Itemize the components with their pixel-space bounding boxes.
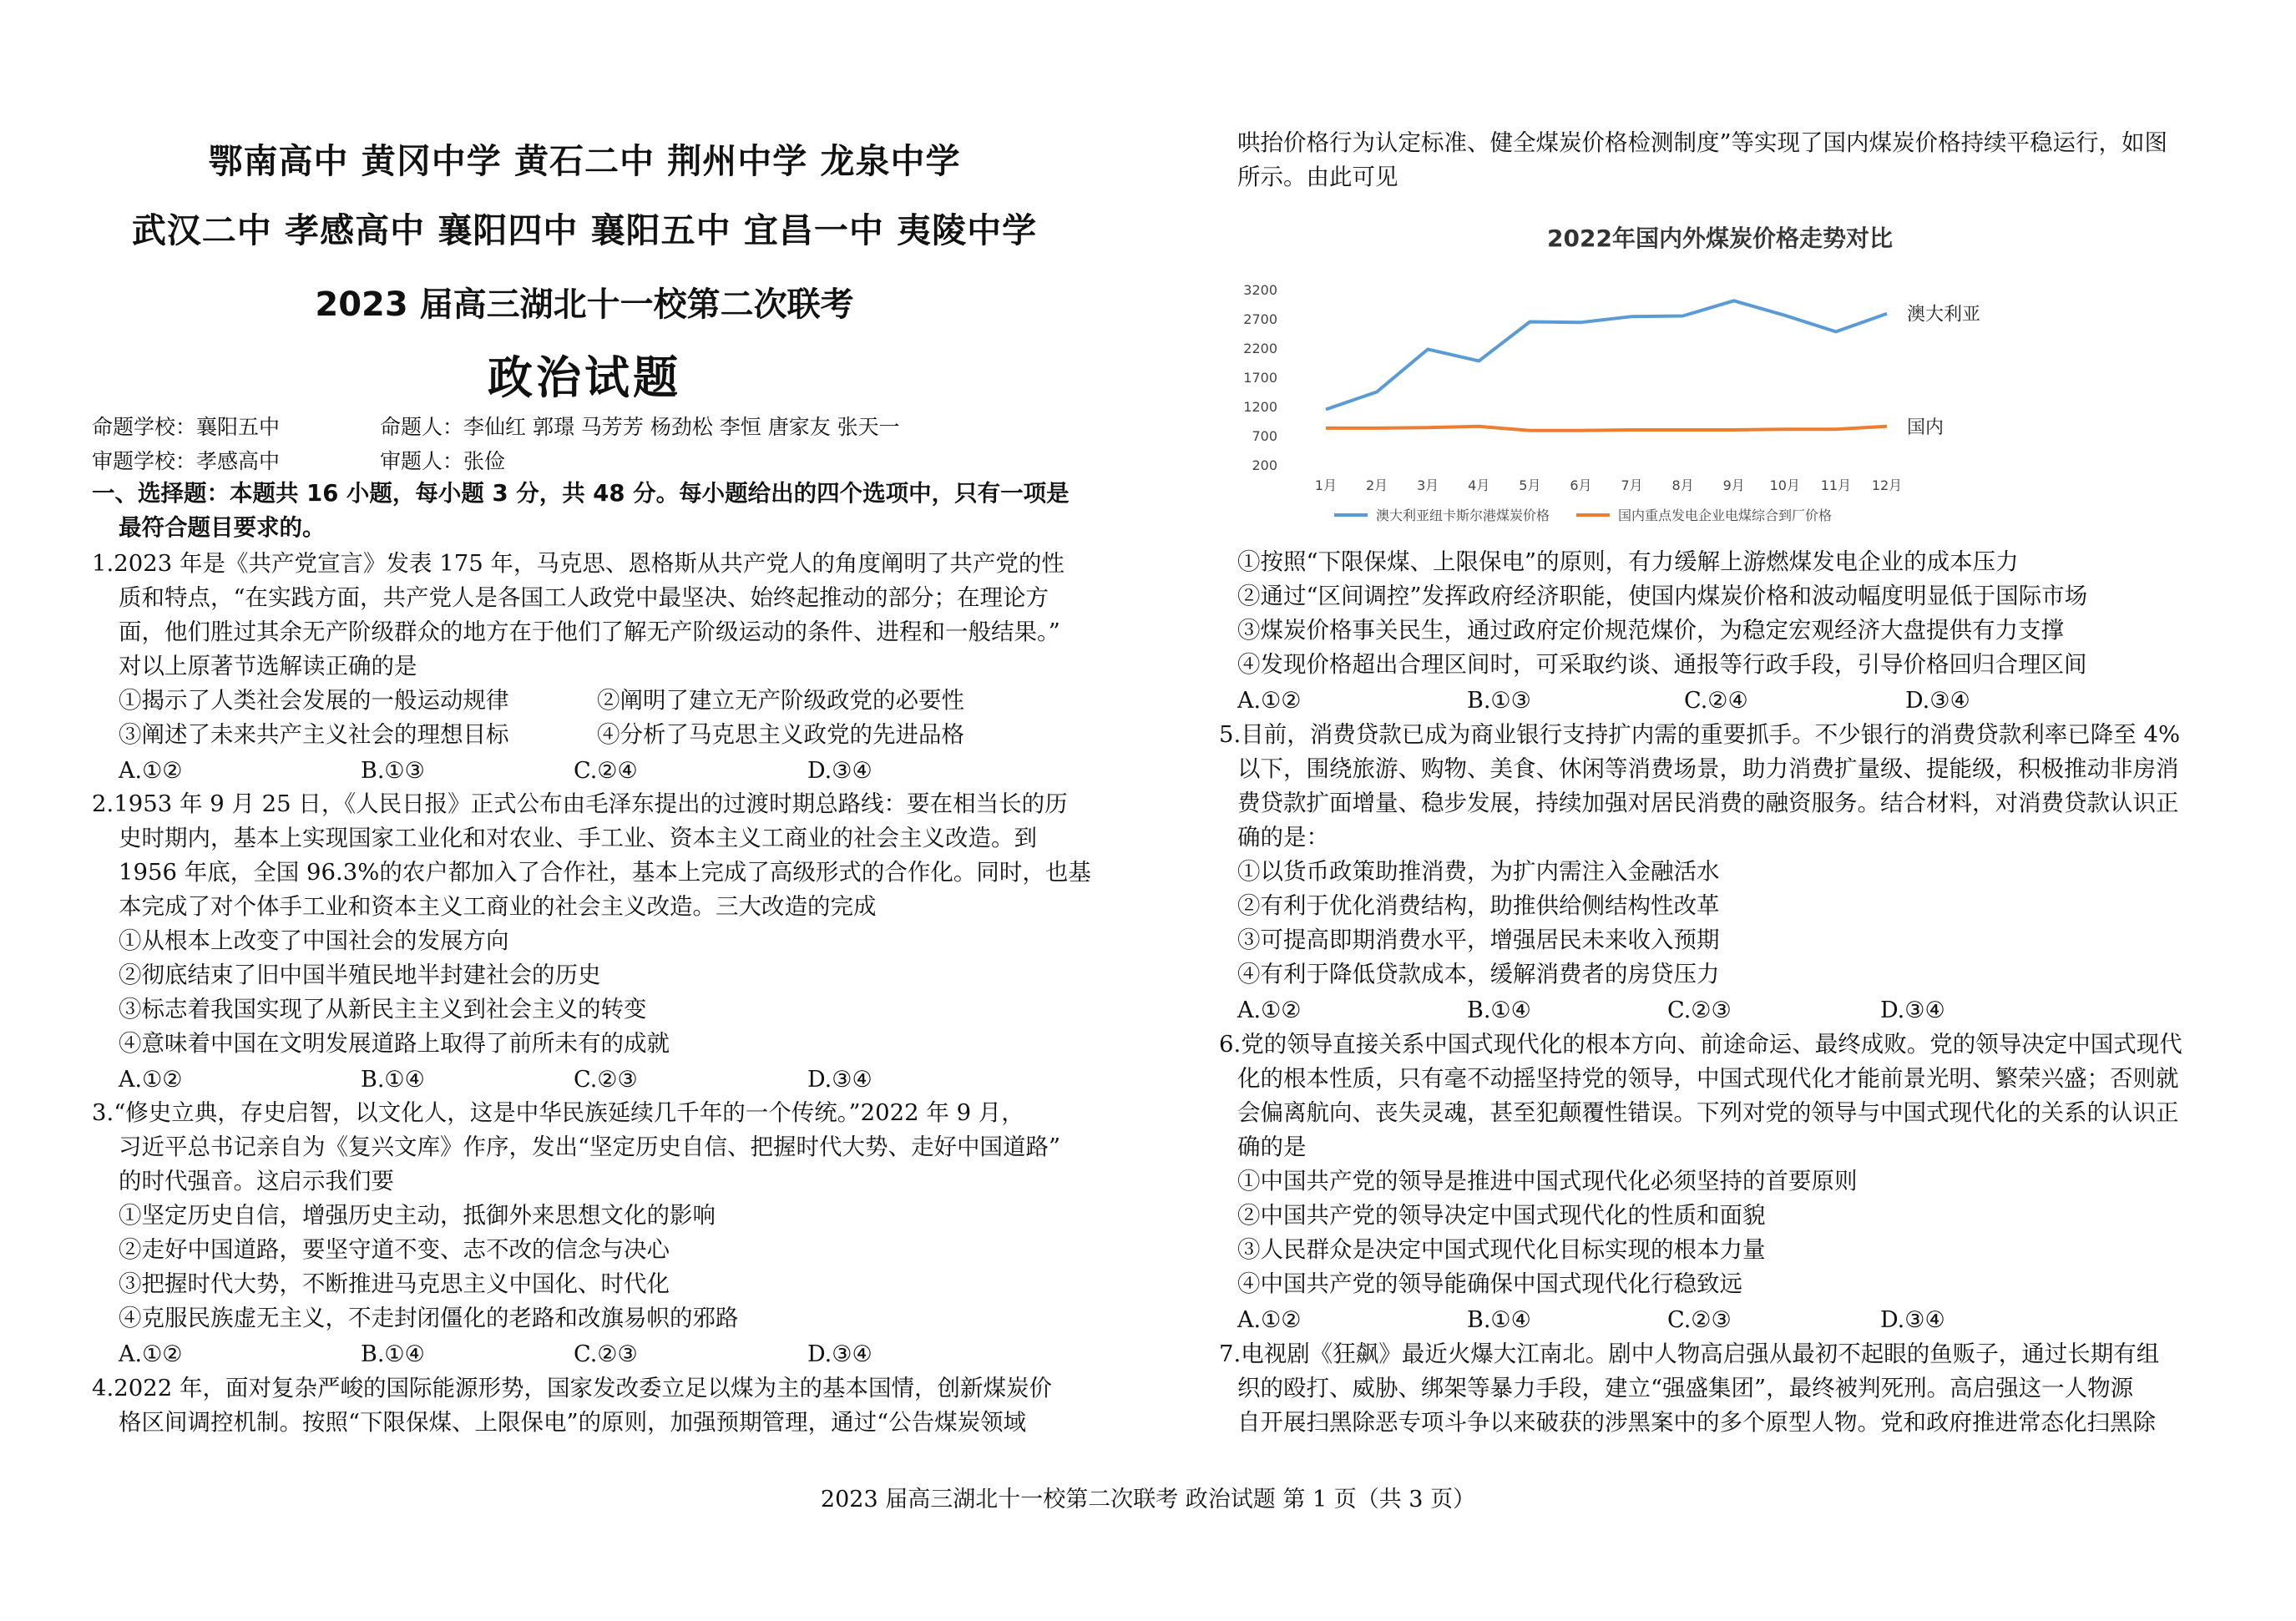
question-text: 史时期内，基本上实现国家工业化和对农业、手工业、资本主义工商业的社会主义改造。到 xyxy=(119,825,1037,851)
y-tick-label: 2700 xyxy=(1243,311,1277,327)
choice-item: ①揭示了人类社会发展的一般运动规律 xyxy=(119,687,509,714)
question-text: 2.1953 年 9 月 25 日，《人民日报》正式公布由毛泽东提出的过渡时期总路线：要在相当长的历 xyxy=(92,790,1068,817)
option-b[interactable]: B.①③ xyxy=(1467,688,1531,714)
option-a[interactable]: A.①② xyxy=(119,1067,183,1093)
option-d[interactable]: D.③④ xyxy=(807,758,872,784)
option-b[interactable]: B.①④ xyxy=(361,1341,425,1367)
option-c[interactable]: C.②③ xyxy=(1667,997,1732,1023)
question-text: 1956 年底，全国 96.3%的农户都加入了合作社，基本上完成了高级形式的合作化。同时，也基 xyxy=(119,859,1091,886)
series-line-1 xyxy=(1326,300,1887,409)
y-tick-label: 200 xyxy=(1252,457,1277,473)
series-end-label: 国内 xyxy=(1907,417,1945,438)
question-text: 面，他们胜过其余无产阶级群众的地方在于他们了解无产阶级运动的条件、进程和一般结果。” xyxy=(119,619,1060,645)
option-a[interactable]: A.①② xyxy=(1237,997,1302,1023)
chart-title: 2022年国内外煤炭价格走势对比 xyxy=(1547,225,1893,252)
question-text: 自开展扫黑除恶专项斗争以来破获的涉黑案中的多个原型人物。党和政府推进常态化扫黑除 xyxy=(1237,1409,2156,1436)
x-tick-label: 1月 xyxy=(1314,477,1338,493)
page-footer: 2023 届高三湖北十一校第二次联考 政治试题 第 1 页（共 3 页） xyxy=(820,1487,1476,1512)
reviewer-school: 审题学校：孝感高中 xyxy=(92,449,281,473)
section-heading: 一、选择题：本题共 16 小题，每小题 3 分，共 48 分。每小题给出的四个选项中，只有一项是 xyxy=(92,480,1070,507)
school-list-line1: 鄂南高中 黄冈中学 黄石二中 荆州中学 龙泉中学 xyxy=(208,141,961,181)
question-text: 习近平总书记亲自为《复兴文库》作序，发出“坚定历史自信、把握时代大势、走好中国道路” xyxy=(119,1134,1061,1160)
question-text: 会偏离航向、丧失灵魂，甚至犯颠覆性错误。下列对党的领导与中国式现代化的关系的认识正 xyxy=(1237,1099,2179,1126)
question-text: 以下，围绕旅游、购物、美食、休闲等消费场景，助力消费扩量级、提能级，积极推动非房消 xyxy=(1237,755,2179,782)
choice-item: ④克服民族虚无主义，不走封闭僵化的老路和改旗易帜的邪路 xyxy=(119,1305,739,1331)
question-text: 3.“修史立典，存史启智，以文化人，这是中华民族延续几千年的一个传统。”2022 年 9 月， xyxy=(92,1099,1024,1126)
choice-item: ①中国共产党的领导是推进中国式现代化必须坚持的首要原则 xyxy=(1237,1168,1858,1194)
y-tick-label: 1200 xyxy=(1243,399,1277,415)
school-list-line2: 武汉二中 孝感高中 襄阳四中 襄阳五中 宜昌一中 夷陵中学 xyxy=(131,210,1038,250)
x-tick-label: 12月 xyxy=(1871,477,1903,493)
reviewer: 审题人：张俭 xyxy=(380,449,506,473)
question-text: 7.电视剧《狂飙》最近火爆大江南北。剧中人物高启强从最初不起眼的鱼贩子，通过长期有组 xyxy=(1219,1341,2160,1367)
chart-series xyxy=(1326,300,1980,438)
y-tick-label: 700 xyxy=(1252,428,1277,444)
choice-item: ②走好中国道路，要坚守道不变、志不改的信念与决心 xyxy=(119,1236,670,1263)
choice-item: ④中国共产党的领导能确保中国式现代化行稳致远 xyxy=(1237,1270,1742,1297)
x-tick-label: 11月 xyxy=(1820,477,1852,493)
coal-price-chart xyxy=(1227,213,2221,534)
x-tick-label: 6月 xyxy=(1570,477,1592,493)
x-tick-label: 4月 xyxy=(1468,477,1490,493)
question-text: 格区间调控机制。按照“下限保煤、上限保电”的原则，加强预期管理，通过“公告煤炭领域 xyxy=(119,1409,1027,1436)
chart-legend xyxy=(1334,508,1832,523)
option-c[interactable]: C.②③ xyxy=(574,1067,638,1093)
question-text: 4.2022 年，面对复杂严峻的国际能源形势，国家发改委立足以煤为主的基本国情，创新煤炭价 xyxy=(92,1375,1052,1401)
y-tick-label: 1700 xyxy=(1243,370,1277,386)
choice-item: ③人民群众是决定中国式现代化目标实现的根本力量 xyxy=(1237,1236,1766,1263)
setter-school: 命题学校：襄阳五中 xyxy=(92,415,281,439)
option-a[interactable]: A.①② xyxy=(1237,1307,1302,1333)
question-text: 质和特点，“在实践方面，共产党人是各国工人政党中最坚决、始终起推动的部分；在理论方 xyxy=(119,584,1049,611)
choice-item: ③把握时代大势，不断推进马克思主义中国化、时代化 xyxy=(119,1270,670,1297)
choice-item: ①从根本上改变了中国社会的发展方向 xyxy=(119,927,509,954)
question-text: 确的是： xyxy=(1237,824,1329,851)
question-text: 费贷款扩面增量、稳步发展，持续加强对居民消费的融资服务。结合材料，对消费贷款认识正 xyxy=(1237,790,2179,816)
option-c[interactable]: C.②④ xyxy=(574,758,638,784)
question-text: 本完成了对个体手工业和资本主义工商业的社会主义改造。三大改造的完成 xyxy=(119,893,877,920)
choice-item: ④有利于降低贷款成本，缓解消费者的房贷压力 xyxy=(1237,961,1720,987)
option-a[interactable]: A.①② xyxy=(119,1341,183,1367)
y-tick-label: 3200 xyxy=(1243,282,1277,298)
x-tick-label: 7月 xyxy=(1621,477,1643,493)
exam-title: 2023 届高三湖北十一校第二次联考 xyxy=(315,285,854,324)
question-text: 织的殴打、威胁、绑架等暴力手段，建立“强盛集团”，最终被判死刑。高启强这一人物源 xyxy=(1237,1375,2134,1401)
choice-item: ①以货币政策助推消费，为扩内需注入金融活水 xyxy=(1237,858,1720,885)
option-b[interactable]: B.①③ xyxy=(361,758,425,784)
subject-title: 政治试题 xyxy=(488,351,681,404)
x-tick-label: 10月 xyxy=(1769,477,1801,493)
setters: 命题人：李仙红 郭璟 马芳芳 杨劲松 李恒 唐家友 张天一 xyxy=(380,415,900,439)
series-line-2 xyxy=(1326,427,1887,431)
section-heading-cont: 最符合题目要求的。 xyxy=(119,514,326,541)
option-c[interactable]: C.②③ xyxy=(574,1341,638,1367)
choice-item: ②彻底结束了旧中国半殖民地半封建社会的历史 xyxy=(119,962,601,988)
option-c[interactable]: C.②④ xyxy=(1684,688,1748,714)
choice-item: ④发现价格超出合理区间时，可采取约谈、通报等行政手段，引导价格回归合理区间 xyxy=(1237,651,2087,678)
question-text: 对以上原著节选解读正确的是 xyxy=(119,653,417,679)
option-d[interactable]: D.③④ xyxy=(1880,997,1945,1023)
question-text: 确的是 xyxy=(1237,1134,1307,1160)
option-b[interactable]: B.①④ xyxy=(1467,997,1531,1023)
question-text: 5.目前，消费贷款已成为商业银行支持扩内需的重要抓手。不少银行的消费贷款利率已降至 4% xyxy=(1219,721,2181,748)
option-d[interactable]: D.③④ xyxy=(1905,688,1970,714)
option-d[interactable]: D.③④ xyxy=(807,1067,872,1093)
choice-item: ①按照“下限保煤、上限保电”的原则，有力缓解上游燃煤发电企业的成本压力 xyxy=(1237,548,2019,575)
option-b[interactable]: B.①④ xyxy=(1467,1307,1531,1333)
question-text: 化的根本性质，只有毫不动摇坚持党的领导，中国式现代化才能前景光明、繁荣兴盛；否则就 xyxy=(1237,1065,2179,1092)
choice-item: ①坚定历史自信，增强历史主动，抵御外来思想文化的影响 xyxy=(119,1202,716,1229)
question-text: 6.党的领导直接关系中国式现代化的根本方向、前途命运、最终成败。党的领导决定中国式现代 xyxy=(1219,1031,2182,1058)
option-d[interactable]: D.③④ xyxy=(807,1341,872,1367)
question-text: 所示。由此可见 xyxy=(1237,164,1398,190)
chart-axes xyxy=(1243,282,1902,493)
series-end-label: 澳大利亚 xyxy=(1907,304,1981,326)
option-b[interactable]: B.①④ xyxy=(361,1067,425,1093)
choice-item: ②通过“区间调控”发挥政府经济职能，使国内煤炭价格和波动幅度明显低于国际市场 xyxy=(1237,583,2088,609)
y-tick-label: 2200 xyxy=(1243,341,1277,356)
option-a[interactable]: A.①② xyxy=(1237,688,1302,714)
x-tick-label: 3月 xyxy=(1417,477,1439,493)
question-text: 哄抬价格行为认定标准、健全煤炭价格检测制度”等实现了国内煤炭价格持续平稳运行，如图 xyxy=(1237,129,2168,156)
choice-item: ③阐述了未来共产主义社会的理想目标 xyxy=(119,721,509,748)
option-c[interactable]: C.②③ xyxy=(1667,1307,1732,1333)
choice-item: ③可提高即期消费水平，增强居民未来收入预期 xyxy=(1237,927,1720,953)
choice-item: ②有利于优化消费结构，助推供给侧结构性改革 xyxy=(1237,892,1720,919)
legend-label-1: 澳大利亚纽卡斯尔港煤炭价格 xyxy=(1376,508,1550,523)
question-text: 的时代强音。这启示我们要 xyxy=(119,1168,394,1194)
x-tick-label: 2月 xyxy=(1365,477,1388,493)
option-d[interactable]: D.③④ xyxy=(1880,1307,1945,1333)
choice-item: ④意味着中国在文明发展道路上取得了前所未有的成就 xyxy=(119,1030,670,1057)
choice-item: ③标志着我国实现了从新民主主义到社会主义的转变 xyxy=(119,996,647,1023)
x-tick-label: 8月 xyxy=(1671,477,1694,493)
x-tick-label: 9月 xyxy=(1722,477,1745,493)
option-a[interactable]: A.①② xyxy=(119,758,183,784)
choice-item: ④分析了马克思主义政党的先进品格 xyxy=(597,721,964,748)
choice-item: ②阐明了建立无产阶级政党的必要性 xyxy=(597,687,964,714)
choice-item: ②中国共产党的领导决定中国式现代化的性质和面貌 xyxy=(1237,1202,1766,1229)
legend-label-2: 国内重点发电企业电煤综合到厂价格 xyxy=(1618,508,1833,523)
choice-item: ③煤炭价格事关民生，通过政府定价规范煤价，为稳定宏观经济大盘提供有力支撑 xyxy=(1237,617,2064,644)
x-tick-label: 5月 xyxy=(1519,477,1541,493)
question-text: 1.2023 年是《共产党宣言》发表 175 年，马克思、恩格斯从共产党人的角度阐明了共产党的性 xyxy=(92,550,1065,577)
